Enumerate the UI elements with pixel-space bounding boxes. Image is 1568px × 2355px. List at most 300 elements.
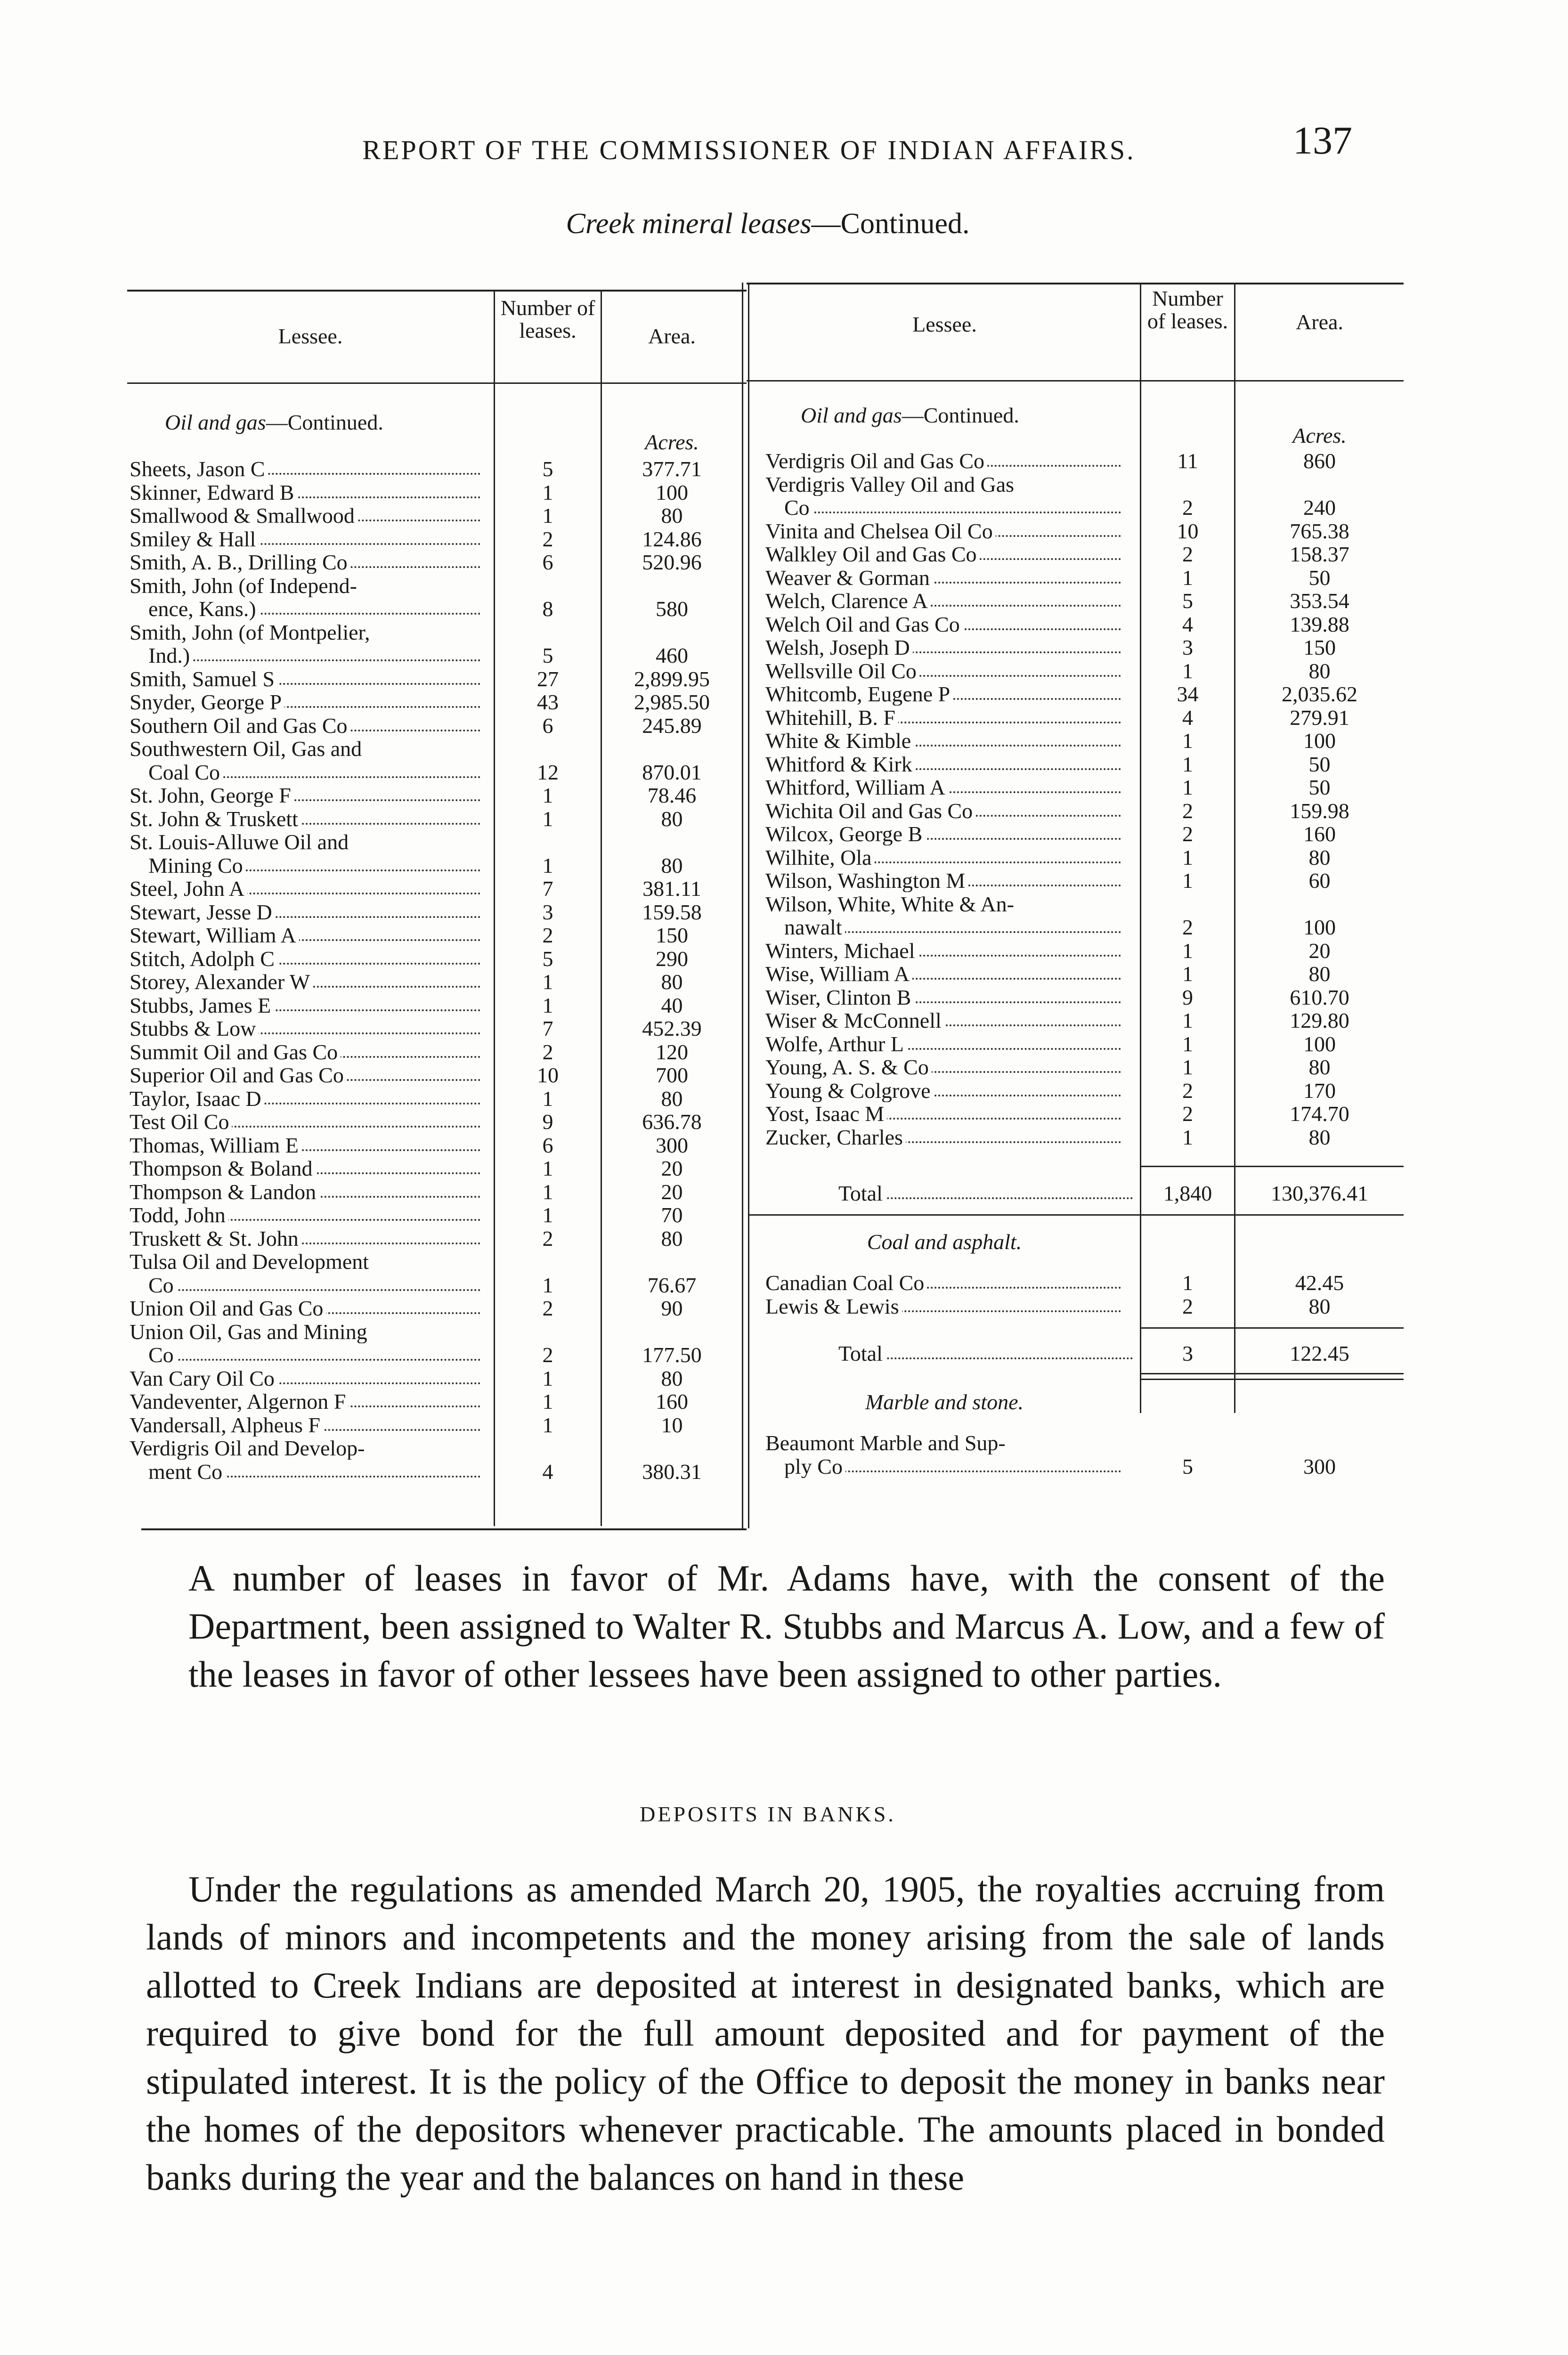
- area-acres: 80: [1308, 658, 1331, 683]
- table-row: [130, 1274, 742, 1297]
- center-divider-a: [742, 283, 743, 1528]
- number-of-leases: 2: [1182, 798, 1193, 823]
- number-of-leases: 1: [542, 1273, 553, 1297]
- table-row: [765, 706, 1404, 729]
- number-of-leases: 2: [542, 1296, 553, 1320]
- header-number-left: Number of leases.: [500, 296, 595, 342]
- area-acres: 300: [1303, 1454, 1336, 1478]
- lessee-name: ply Co: [784, 1455, 1121, 1478]
- table-row: [130, 715, 742, 737]
- table-row-continued: [765, 1432, 1404, 1454]
- area-acres: 860: [1303, 449, 1336, 473]
- area-acres: 80: [661, 1366, 683, 1390]
- number-of-leases: 1: [1182, 565, 1193, 590]
- lessee-name: Smith, John (of Independ-: [130, 575, 480, 597]
- area-acres: 100: [656, 480, 688, 504]
- area-acres: 10: [661, 1413, 683, 1437]
- area-acres: 139.88: [1290, 612, 1349, 636]
- lessee-name: Zucker, Charles: [765, 1126, 1121, 1149]
- lessee-name: Smiley & Hall: [130, 528, 480, 551]
- table-caption-rest: —Continued.: [811, 208, 970, 240]
- table-top-rule-right: [747, 283, 1404, 284]
- lessee-name: Wichita Oil and Gas Co: [765, 800, 1121, 822]
- table-row-continued: [765, 473, 1404, 496]
- table-row: [765, 1033, 1404, 1056]
- area-acres: 160: [656, 1389, 688, 1413]
- lessee-name: Weaver & Gorman: [765, 567, 1121, 589]
- table-row: [765, 590, 1404, 612]
- lessee-name: Verdigris Oil and Develop-: [130, 1437, 480, 1460]
- number-of-leases: 1: [1182, 752, 1193, 776]
- area-acres: 76.67: [647, 1273, 697, 1297]
- table-row: [765, 683, 1404, 706]
- section-oil-gas-right: [801, 403, 1019, 428]
- number-of-leases: 4: [1182, 705, 1193, 730]
- table-row-continued: [130, 1321, 742, 1343]
- area-acres: 150: [1303, 635, 1336, 659]
- lessee-name: Snyder, George P: [130, 691, 480, 714]
- table-top-rule-left: [127, 290, 747, 292]
- number-of-leases: 27: [537, 666, 559, 691]
- number-of-leases: 8: [542, 597, 553, 621]
- page-number: 137: [1293, 119, 1352, 162]
- table-row: [130, 1414, 742, 1437]
- area-acres: 42.45: [1295, 1271, 1344, 1295]
- lessee-name: Whitford & Kirk: [765, 753, 1121, 776]
- coal-total-label: Total: [838, 1342, 1133, 1365]
- area-acres: 80: [1308, 1055, 1331, 1079]
- lessee-name: Young, A. S. & Co: [765, 1056, 1121, 1079]
- header-area-left: Area.: [648, 324, 696, 348]
- area-acres: 245.89: [642, 713, 702, 738]
- lessee-name: Whitehill, B. F: [765, 706, 1121, 729]
- number-of-leases: 4: [542, 1459, 553, 1484]
- lessee-name: Storey, Alexander W: [130, 971, 480, 993]
- table-row: [130, 1344, 742, 1366]
- number-of-leases: 1: [1182, 938, 1193, 963]
- lessee-name: Wilcox, George B: [765, 823, 1121, 845]
- number-of-leases: 7: [542, 877, 553, 901]
- area-acres: 80: [661, 853, 683, 877]
- table-row: [765, 753, 1404, 776]
- number-of-leases: 2: [542, 1039, 553, 1064]
- table-row: [765, 730, 1404, 752]
- lessee-name: ence, Kans.): [148, 598, 480, 620]
- table-row: [765, 940, 1404, 962]
- area-acres: 380.31: [642, 1459, 702, 1484]
- table-row: [765, 636, 1404, 659]
- number-of-leases: 4: [1182, 612, 1193, 636]
- acres-unit-left: Acres.: [645, 430, 699, 454]
- lessee-name: Wilhite, Ola: [765, 846, 1121, 869]
- number-of-leases: 2: [1182, 542, 1193, 566]
- lessee-name: Van Cary Oil Co: [130, 1367, 480, 1390]
- area-acres: 765.38: [1290, 519, 1349, 543]
- area-acres: 870.01: [642, 760, 702, 784]
- lessee-name: Vinita and Chelsea Oil Co: [765, 520, 1121, 543]
- lessee-name: Wise, William A: [765, 963, 1121, 985]
- oil-gas-total-row: [749, 1182, 1404, 1205]
- area-acres: 290: [656, 946, 688, 971]
- area-acres: 124.86: [642, 527, 702, 551]
- section-oil-gas-left: [165, 410, 383, 435]
- lessee-name: Welch, Clarence A: [765, 590, 1121, 612]
- number-of-leases: 1: [542, 503, 553, 528]
- table-row: [130, 551, 742, 574]
- section-oil-gas-right-italic: Oil and gas: [801, 403, 902, 427]
- area-acres: 159.98: [1290, 798, 1349, 823]
- table-row: [130, 1390, 742, 1413]
- table-row: [765, 823, 1404, 845]
- section-heading-deposits: DEPOSITS IN BANKS.: [640, 1802, 896, 1826]
- table-row: [130, 598, 742, 620]
- area-acres: 70: [661, 1203, 683, 1227]
- number-of-leases: 5: [542, 457, 553, 481]
- area-acres: 177.50: [642, 1343, 702, 1367]
- lessee-name: Stubbs & Low: [130, 1017, 480, 1040]
- lessee-name: Union Oil, Gas and Mining: [130, 1321, 480, 1343]
- table-row-continued: [130, 575, 742, 597]
- coal-total-bottom-rule-a: [1141, 1373, 1404, 1374]
- number-of-leases: 1: [1182, 775, 1193, 799]
- table-row: [765, 613, 1404, 636]
- number-of-leases: 1: [542, 1389, 553, 1413]
- table-row: [130, 1157, 742, 1180]
- section-marble-stone: Marble and stone.: [865, 1390, 1024, 1414]
- lessee-name: Wiser, Clinton B: [765, 986, 1121, 1009]
- number-of-leases: 1: [1182, 1271, 1193, 1295]
- area-acres: 610.70: [1290, 985, 1349, 1009]
- table-row: [130, 924, 742, 947]
- lessee-name: Smith, John (of Montpelier,: [130, 621, 480, 644]
- number-of-leases: 1: [1182, 658, 1193, 683]
- number-of-leases: 10: [537, 1063, 559, 1087]
- number-of-leases: 1: [1182, 962, 1193, 986]
- area-acres: 460: [656, 643, 688, 667]
- number-of-leases: 6: [542, 1133, 553, 1157]
- lessee-name: Wilson, Washington M: [765, 869, 1121, 892]
- oil-gas-total-num: 1,840: [1163, 1181, 1212, 1205]
- lessee-name: ment Co: [148, 1461, 480, 1483]
- number-of-leases: 1: [542, 1086, 553, 1111]
- table-row: [130, 1017, 742, 1040]
- number-of-leases: 5: [542, 946, 553, 971]
- number-of-leases: 43: [537, 690, 559, 714]
- number-of-leases: 1: [1182, 1055, 1193, 1079]
- table-row: [130, 481, 742, 504]
- lessee-name: Truskett & St. John: [130, 1227, 480, 1250]
- lessee-name: Test Oil Co: [130, 1111, 480, 1133]
- number-of-leases: 1: [1182, 1125, 1193, 1149]
- area-acres: 80: [1308, 962, 1331, 986]
- table-row: [130, 1041, 742, 1064]
- number-of-leases: 5: [1182, 589, 1193, 613]
- lessee-name: Smith, Samuel S: [130, 668, 480, 690]
- lessee-name: Smallwood & Smallwood: [130, 504, 480, 527]
- table-row: [130, 1181, 742, 1203]
- table-row: [130, 1227, 742, 1250]
- coal-total-num: 3: [1182, 1341, 1193, 1365]
- lessee-name: Coal Co: [148, 761, 480, 784]
- section-oil-gas-left-italic: Oil and gas: [165, 410, 266, 434]
- lessee-name: Todd, John: [130, 1204, 480, 1226]
- paragraph-deposits: Under the regulations as amended March 20, 1905, the royalties accruing from lands of minors and incompetents and the money arising from the sale of lands allotted to Creek Indians are deposited at interest in designated banks, which are required to give bond for the full amount deposited and for payment of the stipulated interest. It is the policy of the Office to deposit the money in banks near the homes of the depositors whenever practicable. The amounts placed in bonded banks during the year and the balances on hand in these: [146, 1868, 1385, 2198]
- number-of-leases: 1: [542, 806, 553, 831]
- table-row: [130, 971, 742, 993]
- table-row: [765, 776, 1404, 799]
- number-of-leases: 34: [1177, 682, 1199, 706]
- lessee-name: Wiser & McConnell: [765, 1009, 1121, 1032]
- lessee-name: Vandersall, Alpheus F: [130, 1414, 480, 1437]
- lessee-name: Winters, Michael: [765, 940, 1121, 962]
- table-row-continued: [130, 1251, 742, 1273]
- number-of-leases: 3: [542, 900, 553, 924]
- table-row: [765, 869, 1404, 892]
- section-oil-gas-right-rest: —Continued.: [902, 403, 1019, 427]
- table-row: [765, 800, 1404, 822]
- area-acres: 158.37: [1290, 542, 1349, 566]
- table-caption: [132, 207, 1404, 241]
- number-of-leases: 1: [542, 783, 553, 807]
- number-of-leases: 1: [1182, 1008, 1193, 1032]
- table-row: [765, 1295, 1404, 1318]
- lessee-name: Welch Oil and Gas Co: [765, 613, 1121, 636]
- area-acres: 40: [661, 993, 683, 1017]
- lessee-name: Yost, Isaac M: [765, 1103, 1121, 1125]
- table-row: [765, 450, 1404, 472]
- number-of-leases: 1: [542, 1203, 553, 1227]
- area-acres: 100: [1303, 1031, 1336, 1056]
- header-bottom-rule-left: [127, 382, 747, 384]
- number-of-leases: 1: [542, 1179, 553, 1204]
- area-acres: 174.70: [1290, 1102, 1349, 1126]
- table-row: [130, 761, 742, 784]
- number-of-leases: 2: [1182, 1078, 1193, 1103]
- header-number-right: Number of leases.: [1147, 286, 1228, 333]
- oil-gas-total-bottom-rule: [749, 1214, 1404, 1216]
- number-of-leases: 1: [542, 853, 553, 877]
- lessee-name: Verdigris Valley Oil and Gas: [765, 473, 1121, 496]
- table-row: [130, 1461, 742, 1483]
- area-acres: 80: [661, 1086, 683, 1111]
- table-row: [130, 1204, 742, 1226]
- lessee-name: Mining Co: [148, 854, 480, 877]
- table-row: [765, 1080, 1404, 1102]
- table-row: [130, 458, 742, 480]
- table-row: [765, 1272, 1404, 1294]
- table-row-continued: [130, 1437, 742, 1460]
- lessee-name: Superior Oil and Gas Co: [130, 1064, 480, 1087]
- number-of-leases: 2: [1182, 1102, 1193, 1126]
- section-coal-asphalt: Coal and asphalt.: [867, 1230, 1022, 1254]
- number-of-leases: 6: [542, 550, 553, 574]
- area-acres: 20: [661, 1156, 683, 1180]
- area-acres: 377.71: [642, 457, 702, 481]
- acres-unit-right: Acres.: [1292, 423, 1347, 447]
- lessee-name: Thompson & Landon: [130, 1181, 480, 1203]
- lessee-name: Stewart, William A: [130, 924, 480, 947]
- area-acres: 80: [661, 806, 683, 831]
- table-row: [765, 986, 1404, 1009]
- lessee-name: Taylor, Isaac D: [130, 1088, 480, 1110]
- table-row-continued: [130, 738, 742, 760]
- area-acres: 80: [661, 970, 683, 994]
- table-caption-italic: Creek mineral leases: [566, 208, 812, 240]
- lessee-name: Beaumont Marble and Sup-: [765, 1432, 1121, 1454]
- area-acres: 80: [661, 1226, 683, 1251]
- area-acres: 60: [1308, 869, 1331, 893]
- area-acres: 80: [1308, 845, 1331, 869]
- table-row: [130, 644, 742, 667]
- number-of-leases: 1: [542, 1366, 553, 1390]
- number-of-leases: 1: [1182, 869, 1193, 893]
- area-acres: 452.39: [642, 1016, 702, 1040]
- area-acres: 700: [656, 1063, 688, 1087]
- table-row: [130, 1134, 742, 1157]
- area-acres: 353.54: [1290, 589, 1349, 613]
- area-acres: 50: [1308, 565, 1331, 590]
- number-of-leases: 5: [542, 643, 553, 667]
- lessee-name: Ind.): [148, 644, 480, 667]
- lessee-name: Walkley Oil and Gas Co: [765, 543, 1121, 566]
- table-row: [130, 948, 742, 970]
- lessee-name: Lewis & Lewis: [765, 1295, 1121, 1318]
- number-of-leases: 3: [1182, 635, 1193, 659]
- area-acres: 100: [1303, 729, 1336, 753]
- lessee-name: Young & Colgrove: [765, 1080, 1121, 1102]
- number-of-leases: 1: [1182, 729, 1193, 753]
- oil-gas-total-rule: [1141, 1166, 1404, 1167]
- lessee-name: Skinner, Edward B: [130, 481, 480, 504]
- lessee-name: Stewart, Jesse D: [130, 901, 480, 924]
- table-row: [130, 854, 742, 877]
- area-acres: 78.46: [647, 783, 697, 807]
- table-row: [130, 668, 742, 690]
- area-acres: 240: [1303, 495, 1336, 520]
- area-acres: 100: [1303, 915, 1336, 939]
- number-of-leases: 2: [1182, 1294, 1193, 1318]
- header-area-right: Area.: [1296, 310, 1343, 334]
- coal-total-area: 122.45: [1290, 1341, 1349, 1365]
- table-row: [765, 1103, 1404, 1125]
- area-acres: 80: [1308, 1125, 1331, 1149]
- center-divider-b: [748, 283, 749, 1528]
- number-of-leases: 2: [542, 527, 553, 551]
- number-of-leases: 2: [1182, 915, 1193, 939]
- lessee-name: Whitford, William A: [765, 776, 1121, 799]
- oil-gas-total-label: Total: [838, 1182, 1133, 1205]
- area-acres: 120: [656, 1039, 688, 1064]
- table-row-continued: [130, 831, 742, 853]
- lessee-name: Co: [148, 1274, 480, 1297]
- paragraph-assigned-leases: A number of leases in favor of Mr. Adams have, with the consent of the Department, been assigned to Walter R. Stubbs and Marcus A. Low, and a few of the leases in favor of other lessees have been assigned to other parties.: [188, 1558, 1385, 1695]
- area-acres: 160: [1303, 822, 1336, 846]
- lessee-name: Sheets, Jason C: [130, 458, 480, 480]
- area-acres: 90: [661, 1296, 683, 1320]
- table-row: [765, 1009, 1404, 1032]
- area-acres: 20: [661, 1179, 683, 1204]
- table-row-continued: [130, 621, 742, 644]
- area-acres: 381.11: [642, 877, 701, 901]
- table-row: [765, 496, 1404, 519]
- section-oil-gas-left-rest: —Continued.: [266, 410, 383, 434]
- table-row: [130, 1088, 742, 1110]
- lessee-name: St. Louis-Alluwe Oil and: [130, 831, 480, 853]
- area-acres: 636.78: [642, 1110, 702, 1134]
- table-row: [130, 808, 742, 830]
- table-row: [130, 1367, 742, 1390]
- header-lessee-left: Lessee.: [278, 324, 343, 348]
- lessee-name: Vandeventer, Algernon F: [130, 1390, 480, 1413]
- lessee-name: nawalt: [784, 916, 1121, 939]
- lessee-name: White & Kimble: [765, 730, 1121, 752]
- table-bottom-rule: [141, 1528, 747, 1530]
- lessee-name: Steel, John A: [130, 877, 480, 900]
- table-row: [130, 528, 742, 551]
- lessee-name: Co: [148, 1344, 480, 1366]
- header-bottom-rule-right: [747, 380, 1404, 382]
- number-of-leases: 2: [1182, 495, 1193, 520]
- lessee-name: Wellsville Oil Co: [765, 660, 1121, 682]
- lessee-name: Thompson & Boland: [130, 1157, 480, 1180]
- area-acres: 170: [1303, 1078, 1336, 1103]
- area-acres: 129.80: [1290, 1008, 1349, 1032]
- area-acres: 80: [661, 503, 683, 528]
- number-of-leases: 1: [1182, 845, 1193, 869]
- lessee-name: Whitcomb, Eugene P: [765, 683, 1121, 706]
- number-of-leases: 1: [542, 993, 553, 1017]
- area-acres: 80: [1308, 1294, 1331, 1318]
- area-acres: 50: [1308, 775, 1331, 799]
- table-row: [765, 567, 1404, 589]
- table-row: [765, 543, 1404, 566]
- oil-gas-total-area: 130,376.41: [1271, 1181, 1368, 1205]
- table-row: [130, 901, 742, 924]
- number-of-leases: 2: [542, 1226, 553, 1251]
- table-row: [130, 994, 742, 1017]
- number-of-leases: 1: [542, 480, 553, 504]
- number-of-leases: 2: [542, 923, 553, 947]
- area-acres: 2,985.50: [634, 690, 710, 714]
- lessee-name: Southern Oil and Gas Co: [130, 715, 480, 737]
- lessee-name: St. John & Truskett: [130, 808, 480, 830]
- table-row: [765, 1455, 1404, 1478]
- number-of-leases: 11: [1177, 449, 1198, 473]
- number-of-leases: 1: [542, 970, 553, 994]
- number-of-leases: 1: [542, 1156, 553, 1180]
- table-row: [765, 1056, 1404, 1079]
- lessee-name: Smith, A. B., Drilling Co: [130, 551, 480, 574]
- area-acres: 300: [656, 1133, 688, 1157]
- table-row: [765, 846, 1404, 869]
- number-of-leases: 5: [1182, 1454, 1193, 1478]
- table-row: [130, 784, 742, 807]
- number-of-leases: 9: [542, 1110, 553, 1134]
- running-title: REPORT OF THE COMMISSIONER OF INDIAN AFFAIRS.: [362, 135, 1136, 165]
- lessee-name: Wilson, White, White & An-: [765, 893, 1121, 916]
- area-acres: 150: [656, 923, 688, 947]
- number-of-leases: 1: [542, 1413, 553, 1437]
- lessee-name: Canadian Coal Co: [765, 1272, 1121, 1294]
- lessee-name: St. John, George F: [130, 784, 480, 807]
- area-acres: 50: [1308, 752, 1331, 776]
- number-of-leases: 9: [1182, 985, 1193, 1009]
- area-acres: 20: [1308, 938, 1331, 963]
- lessee-name: Thomas, William E: [130, 1134, 480, 1157]
- table-row: [765, 520, 1404, 543]
- coal-total-bottom-rule-b: [1141, 1379, 1404, 1380]
- table-row: [765, 1126, 1404, 1149]
